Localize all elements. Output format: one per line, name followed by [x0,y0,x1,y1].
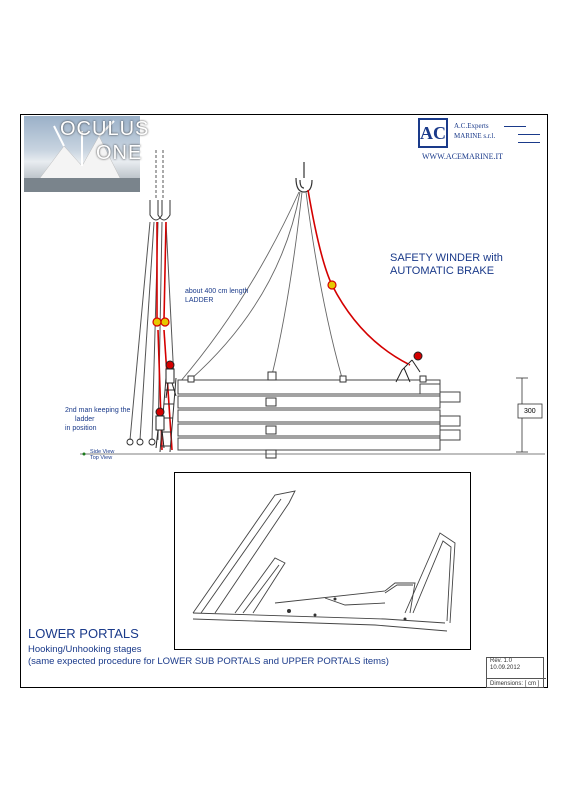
revision-number: Rev. 1.0 [490,658,512,664]
drawing-title: LOWER PORTALS [28,626,139,641]
side-view-label: Side View [90,449,115,455]
worker-at-winder [396,352,422,382]
safety-winder-icon [328,281,336,289]
logo-line2: ONE [96,142,143,164]
revision-block [486,657,544,688]
view-labels [90,449,114,461]
safety-winder-line1: SAFETY WINDER with [390,252,503,264]
drawing-note: (same expected procedure for LOWER SUB PORTALS and UPPER PORTALS items) [28,656,389,667]
dimensions-unit: Dimensions: [ cm ] [487,678,546,689]
safety-winder-label [390,252,503,278]
company-website: WWW.ACEMARINE.IT [422,152,504,161]
title-block-text [28,626,389,667]
company-name2: MARINE s.r.l. [454,132,496,140]
portal-beams [178,380,460,450]
left-shackles [127,439,155,445]
dimension-label: 300 [524,408,536,415]
side-view-marker [83,453,86,456]
left-lifting-rig [130,150,174,440]
revision-date: 10.09.2012 [490,665,521,671]
top-view-panel [174,472,471,650]
drawing-subtitle: Hooking/Unhooking stages [28,644,142,655]
second-man-label [65,406,130,433]
left-safety-winder-icon [153,318,161,326]
ladder-label [185,287,248,305]
top-view-drawing [175,473,470,649]
second-man-line1: 2nd man keeping the [65,407,131,414]
safety-winder-line2: AUTOMATIC BRAKE [390,265,495,277]
company-mark: AC [418,118,448,148]
second-man-line2: ladder [75,416,95,423]
top-view-label: Top View [90,455,113,461]
central-hook [296,162,312,192]
second-man-line3: in position [65,425,97,432]
logo-line1: OCULUS [60,118,150,140]
worker-holding-ladder [156,408,164,448]
left-safety-winder-icon [161,318,169,326]
company-name1: A.C.Experts [454,122,489,130]
ladder-label-line2: LADDER [185,297,214,304]
ladder-label-line1: about 400 cm length [185,288,249,295]
